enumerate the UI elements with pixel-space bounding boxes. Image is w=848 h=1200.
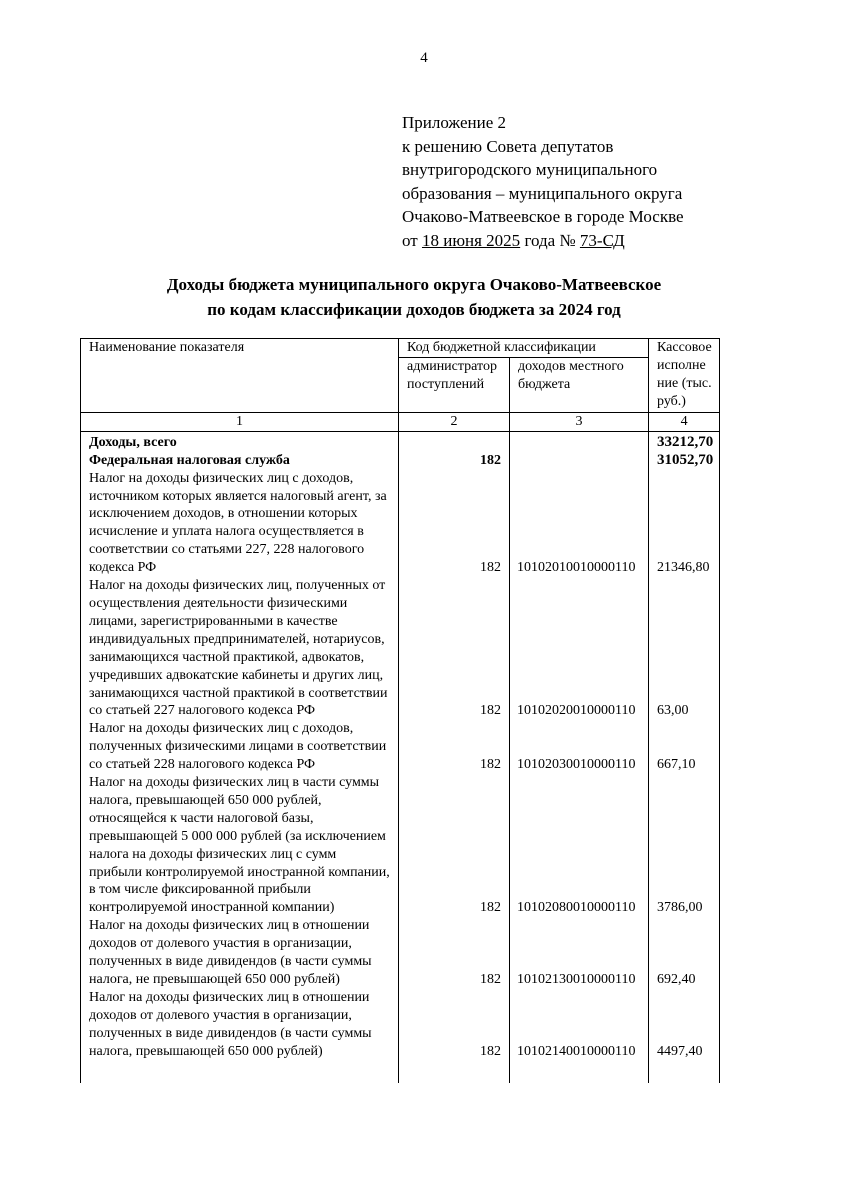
header-amount: Кассовое исполне ние (тыс. руб.) — [649, 339, 720, 413]
row-name: Налог на доходы физических лиц с доходов, полученных физическими лицами в соответствии со статьей 228 налогового кодекса РФ — [81, 720, 399, 774]
header-income-code: доходов местного бюджета — [510, 357, 649, 412]
row-name: Налог на доходы физических лиц в части суммы налога, превышающей 650 000 рублей, относящейся к части налоговой базы, превышающей 5 000 000 рублей (за исключением налога на доходы физических лиц с сумм прибыли контролируемой иностранной компании, в том числе фиксированной прибыли контролируемой иностранной компании) — [81, 774, 399, 917]
empty-cell — [510, 452, 649, 470]
table-row — [81, 577, 720, 720]
col-number: 4 — [649, 412, 720, 431]
table-header-row — [81, 339, 720, 358]
row-amount: 21346,80 — [649, 470, 720, 577]
row-amount: 4497,40 — [649, 989, 720, 1061]
appendix-line: к решению Совета депутатов — [402, 136, 614, 156]
col-number: 3 — [510, 412, 649, 431]
table-row — [81, 917, 720, 989]
table-row — [81, 470, 720, 577]
row-code: 10102030010000110 — [510, 720, 649, 774]
agency-admin-code: 182 — [399, 452, 510, 470]
empty-cell — [510, 1061, 649, 1083]
appendix-date-line — [402, 229, 684, 253]
total-row — [81, 431, 720, 451]
title-line-1: Доходы бюджета муниципального округа Очаково-Матвеевское — [166, 275, 662, 294]
empty-cell — [510, 431, 649, 451]
empty-cell — [399, 1061, 510, 1083]
empty-cell — [81, 1061, 399, 1083]
appendix-line: Очаково-Матвеевское в городе Москве — [402, 207, 684, 226]
income-table — [80, 338, 720, 1083]
header-name: Наименование показателя — [81, 339, 399, 413]
column-number-row — [81, 412, 720, 431]
appendix-line: образования – муниципального округа — [402, 183, 683, 203]
page-number: 4 — [420, 50, 428, 66]
row-admin: 182 — [399, 774, 510, 917]
document-title — [0, 272, 828, 322]
table-row — [81, 989, 720, 1061]
decision-number: 73-СД — [579, 230, 625, 250]
row-code: 10102010010000110 — [510, 470, 649, 577]
row-admin: 182 — [399, 577, 510, 720]
total-label: Доходы, всего — [81, 431, 399, 451]
decision-date: 18 июня 2025 — [421, 230, 521, 250]
empty-cell — [399, 431, 510, 451]
row-amount: 667,10 — [649, 720, 720, 774]
row-name: Налог на доходы физических лиц с доходов, источником которых является налоговый агент, за исключением доходов, в отношении которых исчисление и уплата налога осуществляется в соответствии со статьями 227, 228 налогового кодекса РФ — [81, 470, 399, 577]
agency-row — [81, 452, 720, 470]
col-number: 1 — [81, 412, 399, 431]
header-admin: администратор поступлений — [399, 357, 510, 412]
appendix-line: внутригородского муниципального — [402, 160, 658, 179]
row-code: 10102080010000110 — [510, 774, 649, 917]
table-continuation — [81, 1061, 720, 1083]
date-prefix: от — [402, 230, 422, 250]
table-row — [81, 774, 720, 917]
appendix-block — [402, 111, 684, 252]
agency-name: Федеральная налоговая служба — [81, 452, 399, 470]
row-code: 10102140010000110 — [510, 989, 649, 1061]
col-number: 2 — [399, 412, 510, 431]
table-row — [81, 720, 720, 774]
date-mid: года № — [520, 230, 580, 250]
title-line-2: по кодам классификации доходов бюджета за 2024 год — [207, 300, 621, 319]
row-code: 10102130010000110 — [510, 917, 649, 989]
row-admin: 182 — [399, 917, 510, 989]
row-name: Налог на доходы физических лиц в отношении доходов от долевого участия в организации, полученных в виде дивидендов (в части суммы налога, превышающей 650 000 рублей) — [81, 989, 399, 1061]
header-code-group: Код бюджетной классификации — [399, 339, 649, 358]
row-amount: 3786,00 — [649, 774, 720, 917]
empty-cell — [649, 1061, 720, 1083]
row-admin: 182 — [399, 989, 510, 1061]
row-code: 10102020010000110 — [510, 577, 649, 720]
appendix-line: Приложение 2 — [402, 113, 506, 132]
row-amount: 692,40 — [649, 917, 720, 989]
row-name: Налог на доходы физических лиц в отношении доходов от долевого участия в организации, полученных в виде дивидендов (в части суммы налога, не превышающей 650 000 рублей) — [81, 917, 399, 989]
row-name: Налог на доходы физических лиц, полученных от осуществления деятельности физическими лицами, зарегистрированными в качестве индивидуальных предпринимателей, нотариусов, занимающихся частной практикой, адвокатов, учредивших адвокатские кабинеты и других лиц, занимающихся частной практикой в соответствии со статьей 227 налогового кодекса РФ — [81, 577, 399, 720]
agency-amount: 31052,70 — [649, 452, 720, 470]
row-amount: 63,00 — [649, 577, 720, 720]
row-admin: 182 — [399, 720, 510, 774]
row-admin: 182 — [399, 470, 510, 577]
total-amount: 33212,70 — [649, 431, 720, 451]
